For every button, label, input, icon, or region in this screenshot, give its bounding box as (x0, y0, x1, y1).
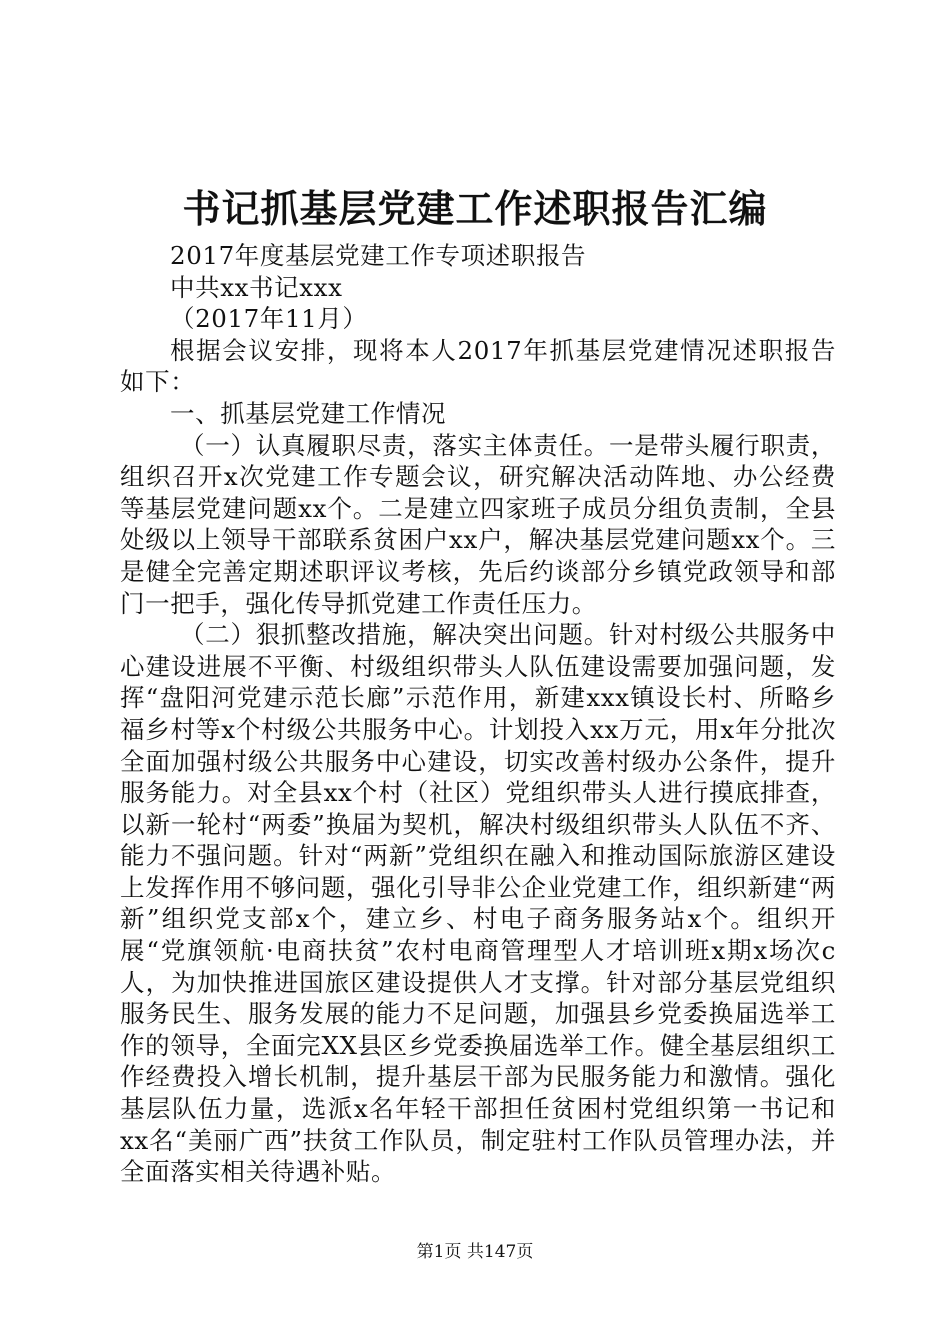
body-paragraph: （一）认真履职尽责，落实主体责任。一是带头履行职责，组织召开x次党建工作专题会议，研究解决活动阵地、办公经费等基层党建问题xx个。二是建立四家班子成员分组负责制，全县处级以上领导干部联系贫困户xx户，解决基层党建问题xx个。三是健全完善定期述职评议考核，先后约谈部分乡镇党政领导和部门一把手，强化传导抓党建工作责任压力。 (120, 430, 836, 618)
document-body (120, 240, 836, 1188)
section-heading: 一、抓基层党建工作情况 (170, 398, 447, 428)
body-paragraph: （二）狠抓整改措施，解决突出问题。针对村级公共服务中心建设进展不平衡、村级组织带头人队伍建设需要加强问题，发挥“盘阳河党建示范长廊”示范作用，新建xxx镇设长村、所略乡福乡村等x个村级公共服务中心。计划投入xx万元，用x年分批次全面加强村级公共服务中心建设，切实改善村级办公条件，提升服务能力。对全县xx个村（社区）党组织带头人进行摸底排查，以新一轮村“两委”换届为契机，解决村级组织带头人队伍不齐、能力不强问题。针对“两新”党组织在融入和推动国际旅游区建设上发挥作用不够问题，强化引导非公企业党建工作，组织新建“两新”组织党支部x个，建立乡、村电子商务服务站x个。组织开展“党旗领航·电商扶贫”农村电商管理型人才培训班x期x场次c人，为加快推进国旅区建设提供人才支撑。针对部分基层党组织服务民生、服务发展的能力不足问题，加强县乡党委换届选举工作的领导，全面完XX县区乡党委换届选举工作。健全基层组织工作经费投入增长机制，提升基层干部为民服务能力和激情。强化基层队伍力量，选派x名年轻干部担任贫困村党组织第一书记和xx名“美丽广西”扶贫工作队员，制定驻村工作队员管理办法，并全面落实相关待遇补贴。 (120, 620, 836, 1187)
report-subtitle: 2017年度基层党建工作专项述职报告 (170, 241, 587, 270)
intro-paragraph: 根据会议安排，现将本人2017年抓基层党建情况述职报告如下： (120, 335, 836, 397)
report-date: （2017年11月） (170, 304, 368, 334)
report-author: 中共xx书记xxx (170, 272, 343, 302)
document-title: 书记抓基层党建工作述职报告汇编 (182, 186, 768, 231)
page-footer: 第1页 共147页 (416, 1242, 534, 1262)
